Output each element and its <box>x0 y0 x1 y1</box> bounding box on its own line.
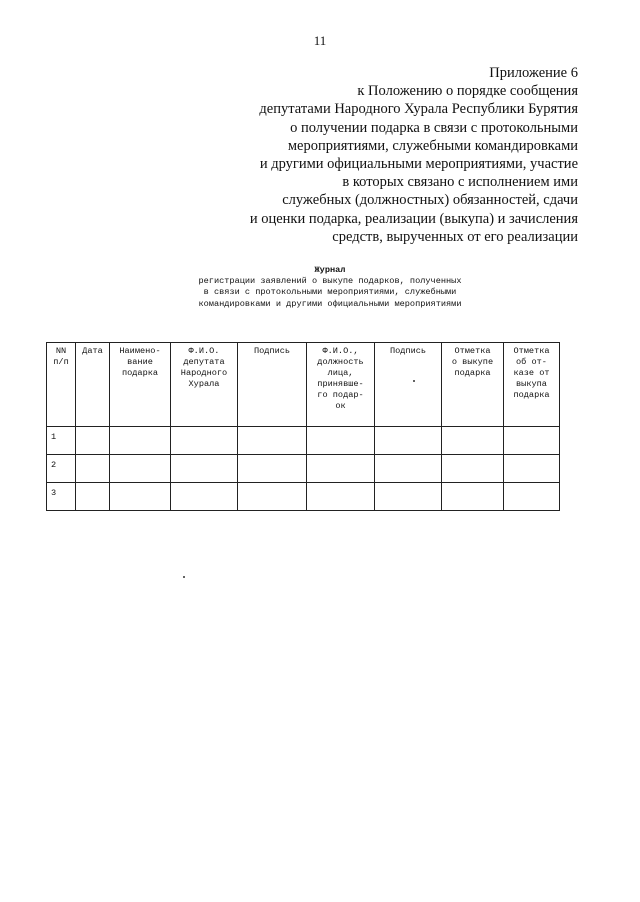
journal-subtitle-line: регистрации заявлений о выкупе подарков, полученных <box>198 276 462 287</box>
appendix-line: к Положению о порядке сообщения <box>357 83 578 100</box>
table-cell <box>504 455 560 483</box>
header-cell-refusal-mark: Отметка об от- казе от выкупа подарка <box>504 343 560 427</box>
header-cell-signature: Подпись <box>238 343 307 427</box>
table-cell <box>375 427 442 455</box>
header-cell-date: Дата <box>76 343 110 427</box>
row-number: 1 <box>47 427 76 455</box>
header-cell-receiver: Ф.И.О., должность лица, принявше- го подар- ок <box>307 343 375 427</box>
appendix-line: депутатами Народного Хурала Республики Бурятия <box>259 101 578 118</box>
header-cell-deputy-name: Ф.И.О. депутата Народного Хурала <box>171 343 238 427</box>
table-cell <box>442 427 504 455</box>
header-cell-signature-2: Подпись <box>375 343 442 427</box>
table-cell <box>307 483 375 511</box>
appendix-line: о получении подарка в связи с протокольными <box>290 119 578 136</box>
header-cell-gift-name: Наимено- вание подарка <box>110 343 171 427</box>
appendix-line: и оценки подарка, реализации (выкупа) и зачисления <box>249 210 578 227</box>
table-row <box>47 427 560 455</box>
table-cell <box>76 483 110 511</box>
table-cell <box>171 483 238 511</box>
table-cell <box>307 455 375 483</box>
appendix-heading <box>158 64 578 246</box>
table-cell <box>375 483 442 511</box>
page-number: 11 <box>313 33 327 48</box>
table-cell <box>375 455 442 483</box>
table-header-row <box>47 343 560 427</box>
journal-subtitle-line: в связи с протокольными мероприятиями, служебными <box>203 287 457 298</box>
table-cell <box>504 427 560 455</box>
scan-speck <box>413 380 415 382</box>
table-cell <box>171 455 238 483</box>
table-cell <box>238 427 307 455</box>
appendix-line: Приложение 6 <box>489 65 578 81</box>
row-number: 2 <box>47 455 76 483</box>
appendix-line: служебных (должностных) обязанностей, сдачи <box>282 192 578 209</box>
table-row <box>47 483 560 511</box>
row-number: 3 <box>47 483 76 511</box>
journal-subtitle-line: командировками и другими официальными мероприятиями <box>198 298 462 309</box>
journal-heading <box>120 265 540 310</box>
appendix-line: средств, вырученных от его реализации <box>332 228 578 245</box>
table-cell <box>110 427 171 455</box>
table-cell <box>238 455 307 483</box>
appendix-line: мероприятиями, служебными командировками <box>287 137 578 154</box>
table-cell <box>110 483 171 511</box>
table-cell <box>76 455 110 483</box>
appendix-line: в которых связано с исполнением ими <box>342 174 578 191</box>
scan-speck <box>183 576 185 578</box>
table-cell <box>442 483 504 511</box>
table-cell <box>110 455 171 483</box>
table-cell <box>307 427 375 455</box>
table-cell <box>238 483 307 511</box>
appendix-line: и другими официальными мероприятиями, участие <box>259 156 578 173</box>
journal-title: Журнал <box>314 265 346 275</box>
table-cell <box>171 427 238 455</box>
header-cell-number: NN п/п <box>47 343 76 427</box>
table-cell <box>442 455 504 483</box>
header-cell-buyout-mark: Отметка о выкупе подарка <box>442 343 504 427</box>
table-cell <box>504 483 560 511</box>
table-row <box>47 455 560 483</box>
table-cell <box>76 427 110 455</box>
registration-table <box>46 342 560 511</box>
